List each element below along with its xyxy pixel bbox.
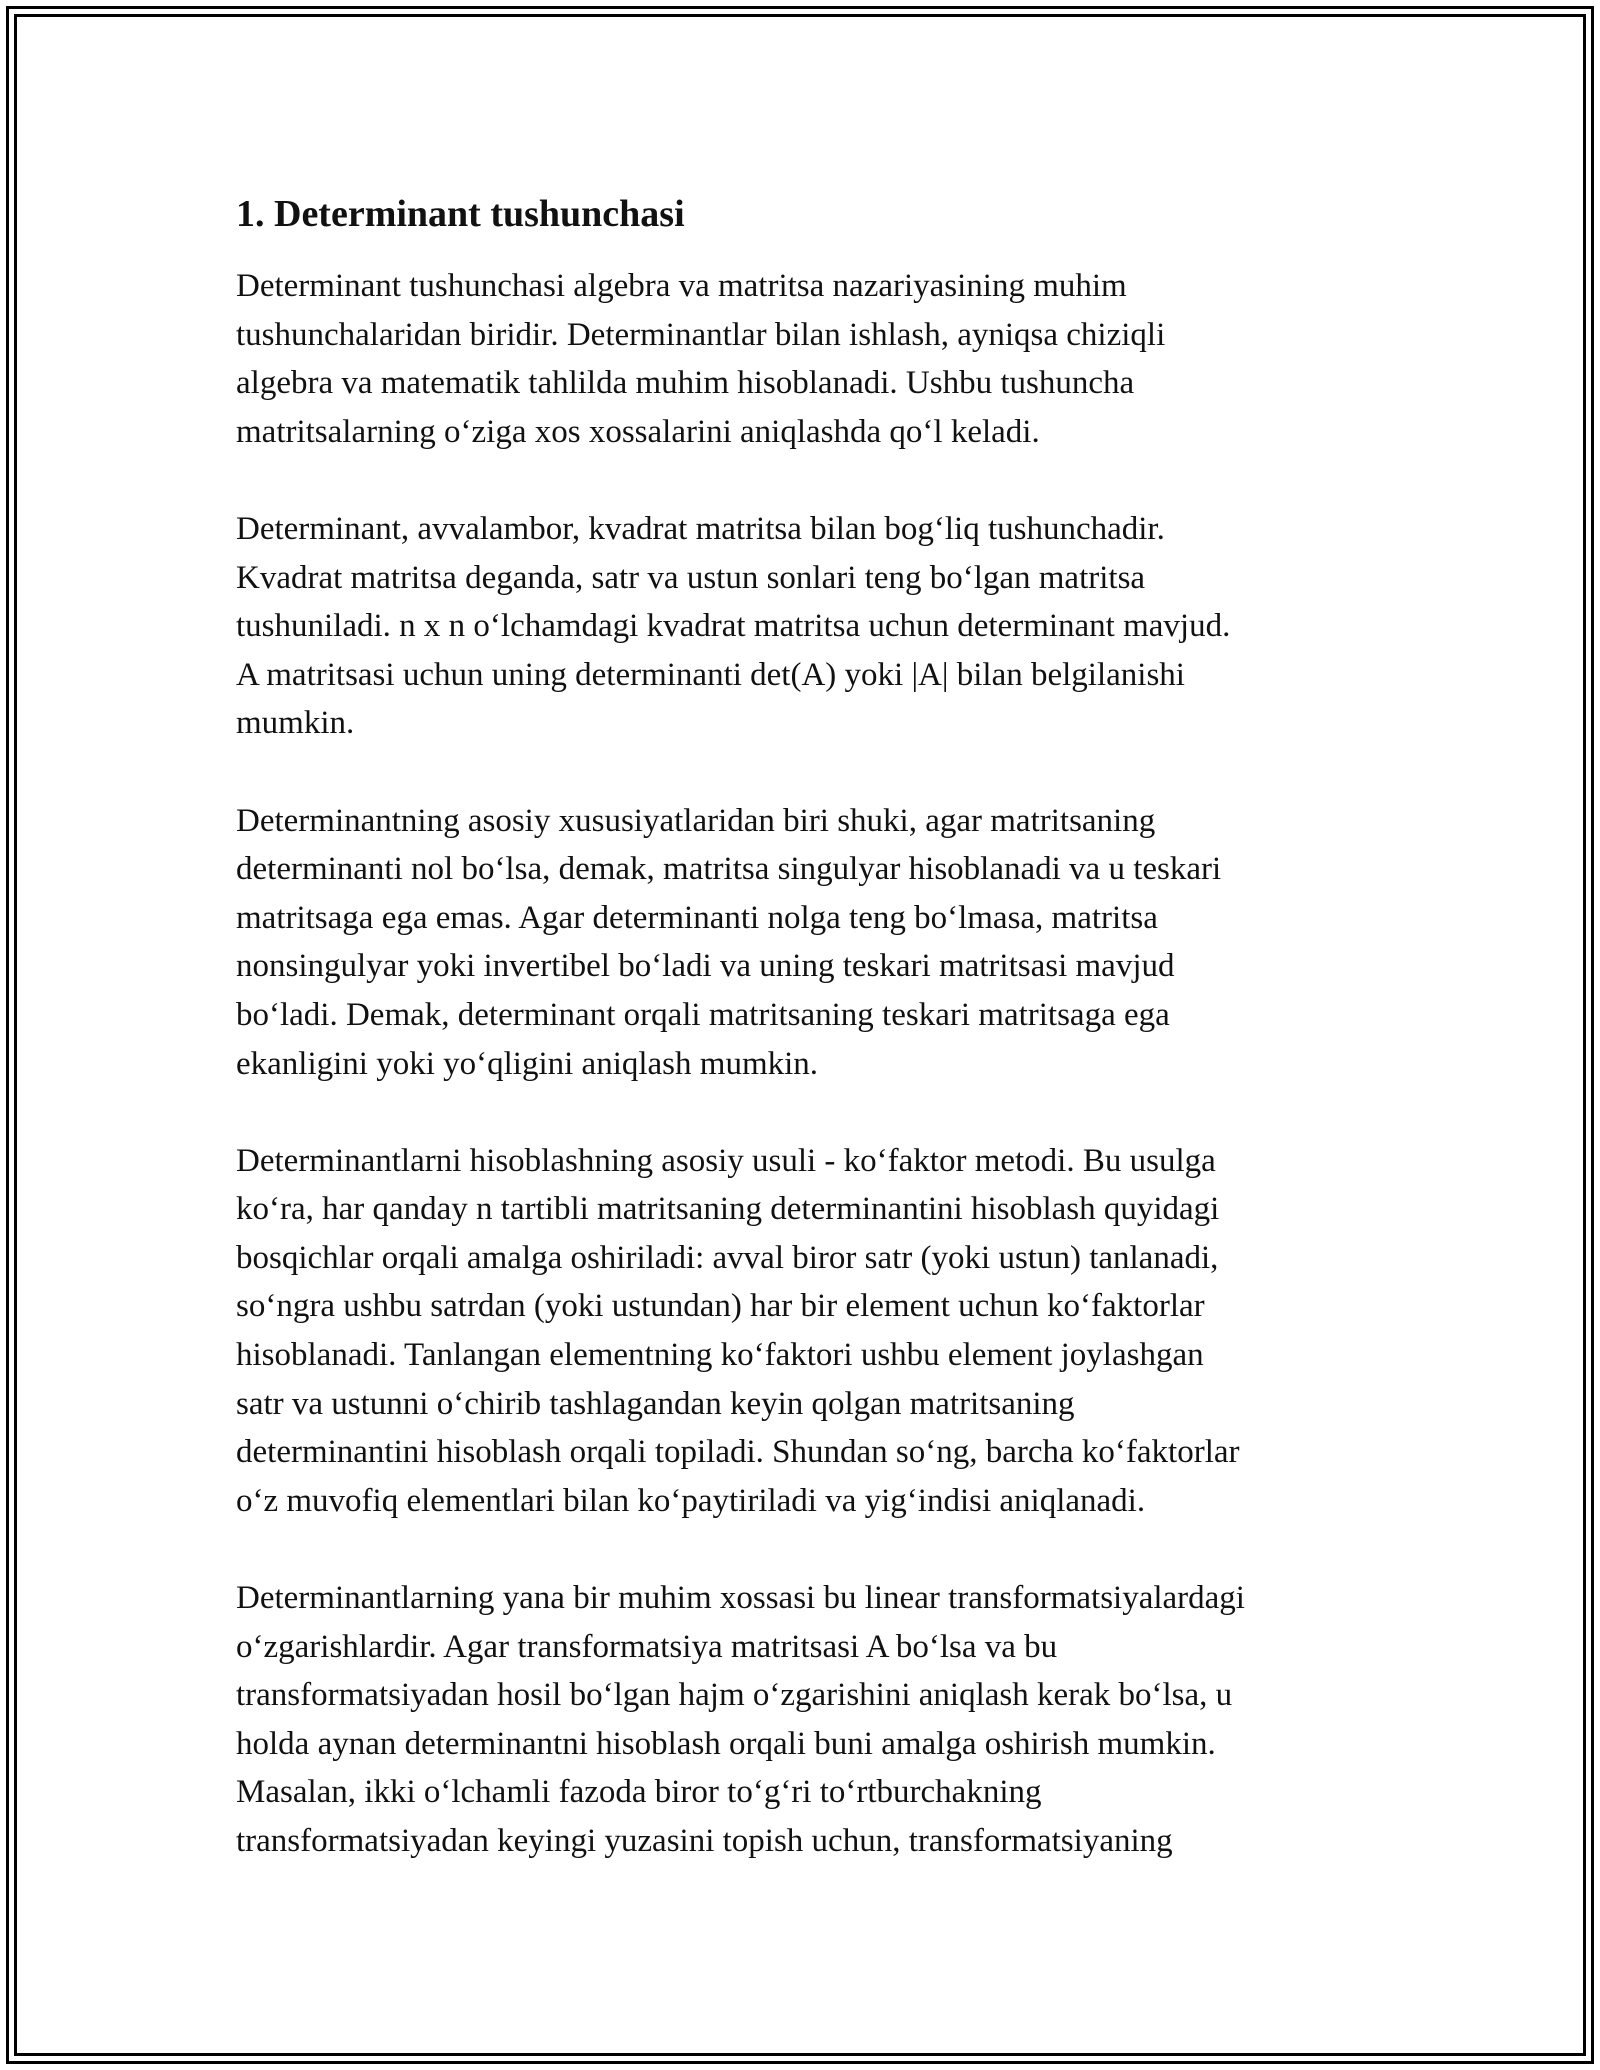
document-body [236,186,1376,1866]
section-heading: 1. Determinant tushunchasi [236,193,685,235]
paragraph-2: Determinant, avvalambor, kvadrat matritsa bilan bogʻliq tushunchadir. Kvadrat matritsa deganda, satr va ustun sonlari teng boʻlgan matritsa tushuniladi. n x n oʻlchamdagi kvadrat matritsa uchun determinant mavjud. A matritsasi uchun uning determinanti det(A) yoki |A| bilan belgilanishi mumkin. [236,510,1231,742]
paragraph-4: Determinantlarni hisoblashning asosiy usuli - koʻfaktor metodi. Bu usulga koʻra, har qanday n tartibli matritsaning determinantini hisoblash quyidagi bosqichlar orqali amalga oshiriladi: avval biror satr (yoki ustun) tanlanadi, soʻngra ushbu satrdan (yoki ustundan) har bir element uchun koʻfaktorlar hisoblanadi. Tanlangan elementning koʻfaktori ushbu element joylashgan satr va ustunni oʻchirib tashlagandan keyin qolgan matritsaning determinantini hisoblash orqali topiladi. Shundan soʻng, barcha koʻfaktorlar oʻz muvofiq elementlari bilan koʻpaytiriladi va yigʻindisi aniqlanadi. [236,1142,1240,1519]
paragraph-3: Determinantning asosiy xususiyatlaridan biri shuki, agar matritsaning determinanti nol boʻlsa, demak, matritsa singulyar hisoblanadi va u teskari matritsaga ega emas. Agar determinanti nolga teng boʻlmasa, matritsa nonsingulyar yoki invertibel boʻladi va uning teskari matritsasi mavjud boʻladi. Demak, determinant orqali matritsaning teskari matritsaga ega ekanligini yoki yoʻqligini aniqlash mumkin. [236,802,1222,1082]
paragraph-5: Determinantlarning yana bir muhim xossasi bu linear transformatsiyalardagi oʻzgarishlardir. Agar transformatsiya matritsasi A boʻlsa va bu transformatsiyadan hosil boʻlgan hajm oʻzgarishini aniqlash kerak boʻlsa, u holda aynan determinantni hisoblash orqali buni amalga oshirish mumkin. Masalan, ikki oʻlchamli fazoda biror toʻgʻri toʻrtburchakning transformatsiyadan keyingi yuzasini topish uchun, transformatsiyaning [236,1580,1245,1859]
paragraph-1: Determinant tushunchasi algebra va matritsa nazariyasining muhim tushunchalaridan biridir. Determinantlar bilan ishlash, ayniqsa chiziqli algebra va matematik tahlilda muhim hisoblanadi. Ushbu tushuncha matritsalarning oʻziga xos xossalarini aniqlashda qoʻl keladi. [236,268,1166,450]
